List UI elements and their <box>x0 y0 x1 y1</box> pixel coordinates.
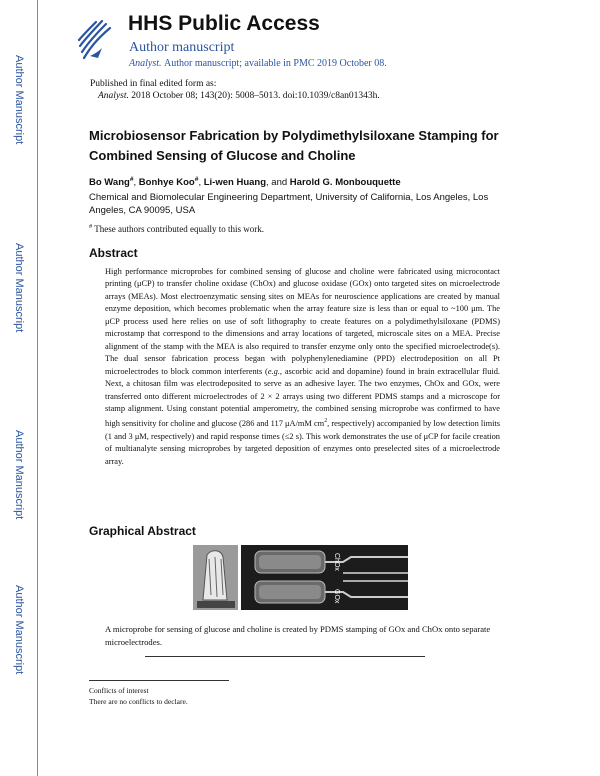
citation <box>90 90 380 102</box>
equal-contribution-note <box>89 223 264 234</box>
sidebar-divider <box>37 0 38 776</box>
abstract-body <box>105 266 500 468</box>
equal-note-text: These authors contributed equally to this work. <box>94 224 264 234</box>
abstract-heading: Abstract <box>89 246 138 260</box>
hhs-eagle-logo <box>76 18 114 62</box>
journal-name: Analyst. <box>129 58 162 69</box>
abstract-text: High performance microprobes for combined sensing of glucose and choline were fabricated using microcontact printing (μCP) to transfer choline oxidase (ChOx) and glucose oxidase (GOx) onto targeted sites on microelectrode arrays (MEAs). Most electroenzymatic sensing sites on MEAs for neuroscience applications are created by manual enzyme deposition, which becomes problematic when the array feature size is less than or equal to ~100 μm. The μCP process used here relies on use of soft lithography to create features on a polydimethylsiloxane (PDMS) microstamp that correspond to the dimensions and array locations of targeted, microscale sites on a MEA. Precise alignment of the stamp with the MEA is also required to transfer enzyme only onto the specified microelectrode(s). The dual sensor fabrication process began with polyphenylenediamine (PPD) electrodeposition on all Pt microelectrodes to block common interferents ( <box>105 267 500 376</box>
sidebar-label: Author Manuscript <box>13 55 25 145</box>
equal-contribution-mark: # <box>129 176 134 183</box>
section-divider <box>145 656 425 657</box>
author-name: Harold G. Monbouquette <box>289 177 401 189</box>
footnote-divider <box>89 680 229 681</box>
availability-note <box>129 58 387 69</box>
manuscript-label: Author manuscript <box>129 40 235 55</box>
sidebar-label: Author Manuscript <box>13 585 25 675</box>
equal-contribution-mark: # <box>194 176 199 183</box>
availability-text: Author manuscript; available in PMC 2019 October 08. <box>164 58 387 69</box>
citation-details: 2018 October 08; 143(20): 5008–5013. doi:10.1039/c8an01343h. <box>131 91 380 101</box>
sidebar-label: Author Manuscript <box>13 243 25 333</box>
author-manuscript-sidebar <box>0 0 38 776</box>
graphical-abstract-caption: A microprobe for sensing of glucose and choline is created by PDMS stamping of GOx and ChOx onto separate microelectrodes. <box>105 624 491 647</box>
chox-label: ChOx <box>333 553 340 571</box>
abstract-text: , respectively) accompanied by low detection limits (1 and 3 μM, respectively) and rapid response times (≤2 s). This work demonstrates the use of μCP for facile creation of multianalyte sensing microprobes by targeted deposition of enzymes onto preselected sites of a microelectrode array. <box>105 419 500 466</box>
graphical-abstract-image <box>193 545 408 610</box>
gox-label: GOx <box>333 589 340 604</box>
publication-label: Published in final edited form as: <box>90 79 217 89</box>
sidebar-label: Author Manuscript <box>13 430 25 520</box>
author-name: Li-wen Huang <box>203 177 267 189</box>
equal-mark: # <box>89 223 93 230</box>
author-separator: , and <box>266 177 290 189</box>
citation-journal: Analyst. <box>98 91 129 101</box>
article-title: Microbiosensor Fabrication by Polydimethylsiloxane Stamping for Combined Sensing of Glucose and Choline <box>89 128 499 163</box>
publication-info <box>90 78 380 102</box>
conflicts-heading: Conflicts of interest <box>89 686 149 695</box>
conflicts-text: There are no conflicts to declare. <box>89 697 188 706</box>
abstract-text: , ascorbic acid and dopamine) found in brain extracellular fluid. Next, a chitosan film was electrodeposited to serve as an adhesive layer. The two enzymes, ChOx and GOx, were transferred onto different microelectrodes of 2 × 2 arrays using two different PDMS stamps and a microscope for stamp alignment. Using constant potential amperometry, the combined sensing microprobe was confirmed to have high sensitivity for choline and glucose (286 and 117 μA/mM cm <box>105 366 500 429</box>
graphical-abstract-heading: Graphical Abstract <box>89 524 196 538</box>
author-name: Bo Wang <box>89 177 130 189</box>
author-separator: , <box>133 177 139 189</box>
author-separator: , <box>198 177 204 189</box>
affiliation: Chemical and Biomolecular Engineering Department, University of California, Los Angeles, Los Angeles, CA 90095, USA <box>89 192 489 216</box>
author-name: Bonhye Koo <box>138 177 195 189</box>
author-list <box>89 176 401 188</box>
abstract-superscript: 2 <box>324 418 328 425</box>
hhs-title: HHS Public Access <box>128 12 320 35</box>
abstract-eg: e.g. <box>267 366 280 376</box>
